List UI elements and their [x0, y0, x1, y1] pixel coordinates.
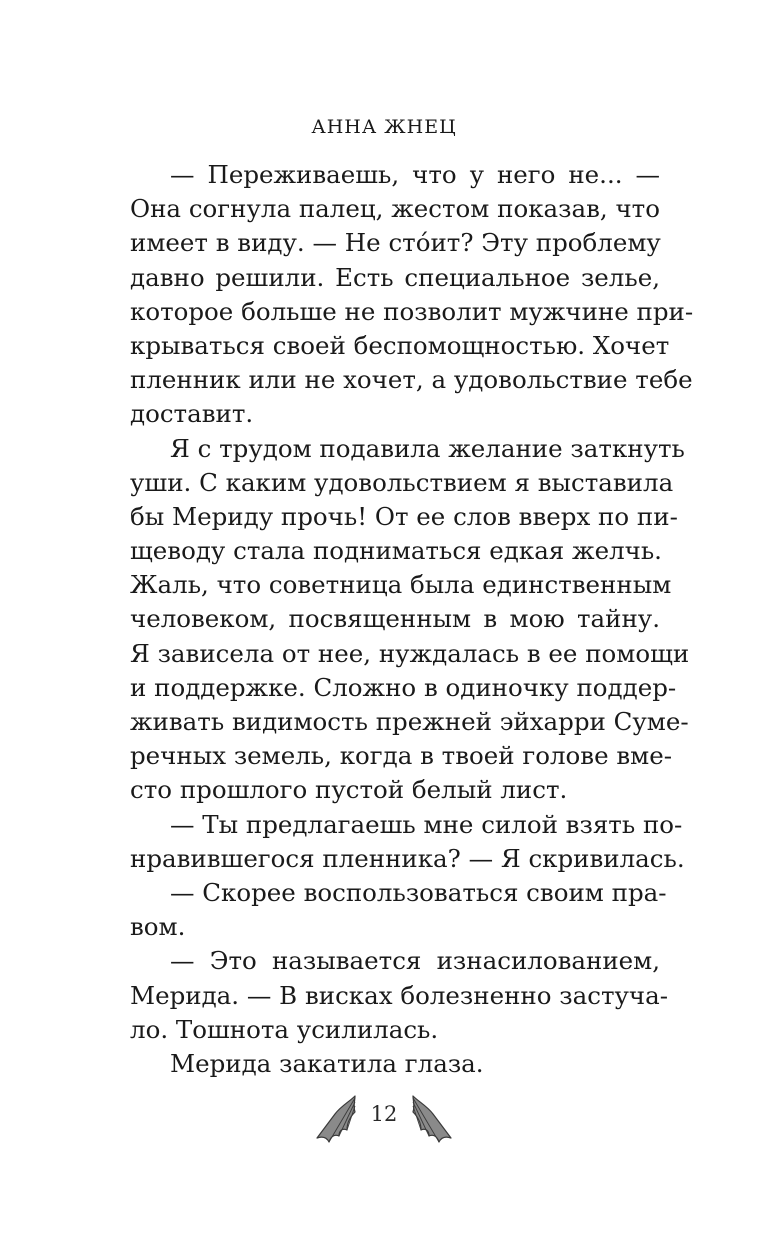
text-line: пленник или не хочет, а удовольствие тебе — [130, 365, 693, 395]
text-line: доставит. — [130, 399, 254, 429]
text-line: сто прошлого пустой белый лист. — [130, 775, 568, 805]
text-line: бы Мериду прочь! От ее слов вверх по пи- — [130, 501, 678, 531]
text-line: Жаль, что советница была единственным — [130, 570, 672, 600]
text-line: уши. С каким удовольствием я выставила — [130, 467, 674, 497]
text-line: Мерида. — В висках болезненно застуча- — [130, 980, 669, 1010]
text-line: Я зависела от нее, нуждалась в ее помощи — [130, 638, 690, 668]
bat-wing-right-icon — [409, 1092, 453, 1148]
text-line: — Ты предлагаешь мне силой взять по- — [170, 809, 683, 839]
text-line: речных земель, когда в твоей голове вме- — [130, 741, 672, 771]
text-line: имеет в виду. — Не сто́ит? Эту проблему — [130, 228, 661, 258]
text-line: щеводу стала подниматься едкая желчь. — [130, 536, 662, 566]
text-line: крываться своей беспомощностью. Хочет — [130, 330, 670, 360]
running-head-author: АННА ЖНЕЦ — [311, 116, 457, 138]
text-line: нравившегося пленника? — Я скривилась. — [130, 843, 685, 873]
bat-wing-left-icon — [315, 1092, 359, 1148]
text-line: живать видимость прежней эйхарри Суме- — [130, 707, 689, 736]
page-footer — [0, 1092, 768, 1148]
page-number: 12 — [370, 1102, 398, 1126]
text-line: ло. Тошнота усилилась. — [130, 1014, 439, 1044]
text-line: Я с трудом подавила желание заткнуть — [170, 433, 685, 463]
text-line: — Это называется изнасилованием, — [170, 946, 660, 976]
body-text — [130, 158, 694, 1081]
text-line: человеком, посвященным в мою тайну. — [130, 604, 660, 634]
text-line: и поддержке. Сложно в одиночку поддер- — [130, 672, 677, 702]
text-line: которое больше не позволит мужчине при- — [130, 296, 694, 326]
text-line: давно решили. Есть специальное зелье, — [130, 262, 660, 292]
text-line: Она согнула палец, жестом показав, что — [130, 194, 660, 224]
text-line: Мерида закатила глаза. — [170, 1048, 484, 1078]
text-line: вом. — [130, 912, 186, 942]
text-line: — Переживаешь, что у него не... — — [170, 160, 660, 189]
text-line: — Скорее воспользоваться своим пра- — [170, 877, 667, 907]
